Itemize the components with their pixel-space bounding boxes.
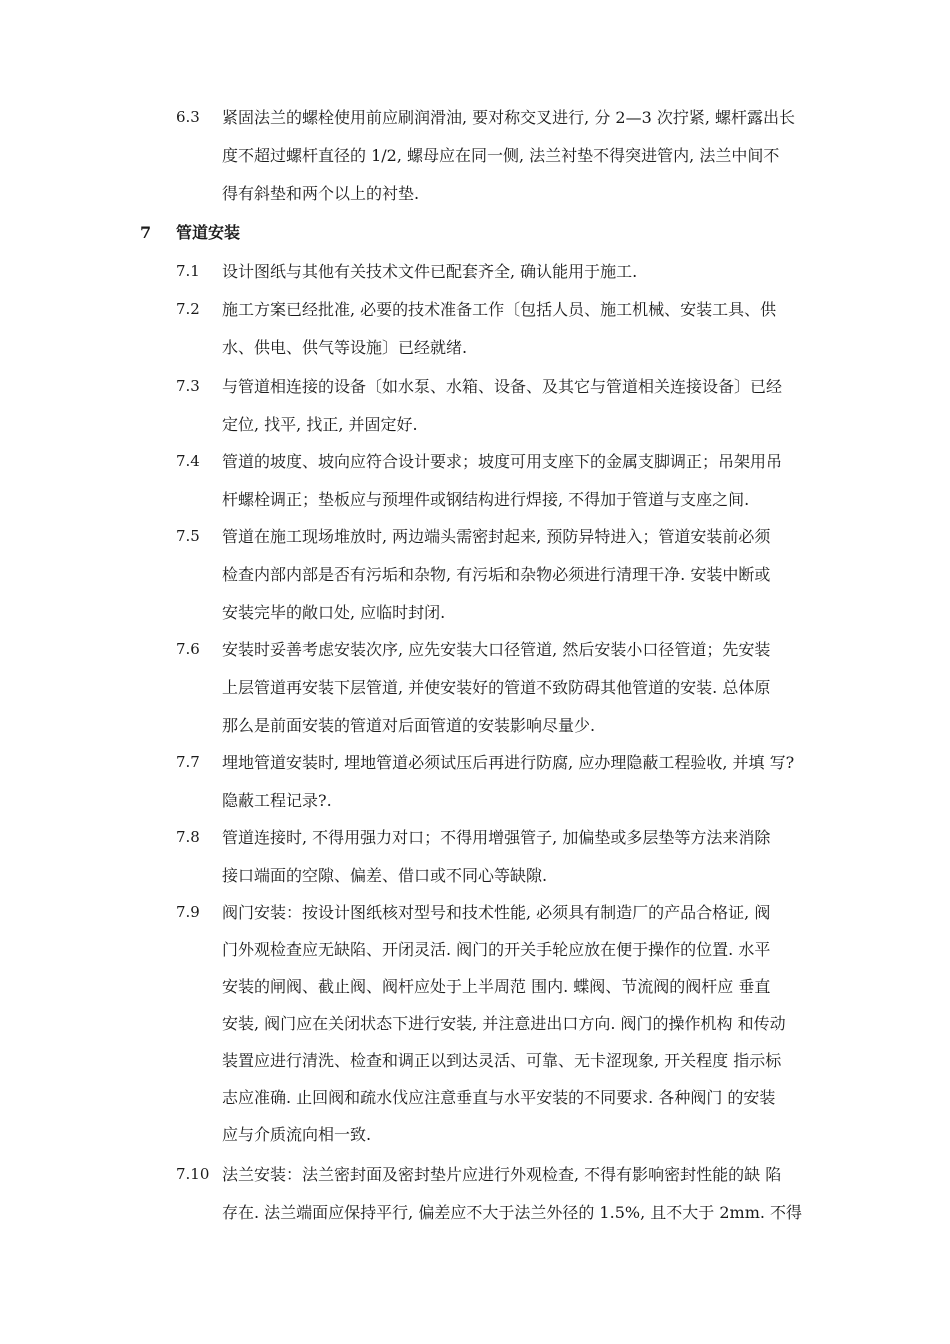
clause-text-line: 管道连接时, 不得用强力对口；不得用增强管子, 加偏垫或多层垫等方法来消除 [222,828,771,847]
clause-number: 7.5 [176,527,200,545]
clause-text-line: 紧固法兰的螺栓使用前应刷润滑油, 要对称交叉进行, 分 2—3 次拧紧, 螺杆露出长 [222,108,796,127]
clause-number: 7.4 [176,452,200,470]
clause-text-line: 管道的坡度、坡向应符合设计要求；坡度可用支座下的金属支脚调正；吊架用吊 [222,452,783,471]
clause-number: 7.10 [176,1165,210,1183]
clause-number: 7.6 [176,640,200,658]
clause-text-line: 与管道相连接的设备〔如水泵、水箱、设备、及其它与管道相关连接设备〕已经 [222,377,783,396]
clause-number: 7.3 [176,377,200,395]
clause-text-line: 志应准确. 止回阀和疏水伐应注意垂直与水平安装的不同要求. 各种阀门 的安装 [222,1088,776,1107]
clause-text-line: 安装, 阀门应在关闭状态下进行安装, 并注意进出口方向. 阀门的操作机构 和传动 [222,1014,786,1033]
clause-text-line: 装置应进行清洗、检查和调正以到达灵活、可靠、无卡涩现象, 开关程度 指示标 [222,1051,782,1070]
section-title: 管道安装 [176,223,241,242]
clause-text-line: 水、供电、供气等设施〕已经就绪. [222,338,468,357]
clause-text-line: 度不超过螺杆直径的 1/2, 螺母应在同一侧, 法兰衬垫不得突进管内, 法兰中间不 [222,146,780,165]
clause-number: 7.9 [176,903,200,921]
clause-text-line: 定位, 找平, 找正, 并固定好. [222,415,418,434]
section-number: 7 [140,223,152,242]
clause-number: 7.2 [176,300,200,318]
clause-text-line: 检查内部内部是否有污垢和杂物, 有污垢和杂物必须进行清理干净. 安装中断或 [222,565,771,584]
clause-text-line: 存在. 法兰端面应保持平行, 偏差应不大于法兰外径的 1.5%, 且不大于 2mm. 不得 [222,1203,803,1222]
clause-text-line: 埋地管道安装时, 埋地管道必须试压后再进行防腐, 应办理隐蔽工程验收, 并填 写? [222,753,795,772]
clause-text-line: 得有斜垫和两个以上的衬垫. [222,184,420,203]
clause-text-line: 安装完毕的敞口处, 应临时封闭. [222,603,446,622]
clause-text-line: 门外观检查应无缺陷、开闭灵活. 阀门的开关手轮应放在便于操作的位置. 水平 [222,940,771,959]
clause-text-line: 设计图纸与其他有关技术文件已配套齐全, 确认能用于施工. [222,262,638,281]
clause-text-line: 隐蔽工程记录?. [222,791,332,810]
clause-text-line: 安装的闸阀、截止阀、阀杆应处于上半周范 围内. 蝶阀、节流阀的阀杆应 垂直 [222,977,771,996]
clause-text-line: 接口端面的空隙、偏差、借口或不同心等缺隙. [222,866,548,885]
clause-text-line: 安装时妥善考虑安装次序, 应先安装大口径管道, 然后安装小口径管道；先安装 [222,640,771,659]
clause-text-line: 应与介质流向相一致. [222,1125,372,1144]
clause-text-line: 法兰安装：法兰密封面及密封垫片应进行外观检查, 不得有影响密封性能的缺 陷 [222,1165,782,1184]
clause-number: 7.1 [176,262,200,280]
clause-text-line: 那么是前面安装的管道对后面管道的安装影响尽量少. [222,716,596,735]
clause-text-line: 阀门安装：按设计图纸核对型号和技术性能, 必须具有制造厂的产品合格证, 阀 [222,903,771,922]
clause-text-line: 杆螺栓调正；垫板应与预埋件或钢结构进行焊接, 不得加于管道与支座之间. [222,490,750,509]
clause-text-line: 上层管道再安装下层管道, 并使安装好的管道不致防碍其他管道的安装. 总体原 [222,678,771,697]
clause-text-line: 管道在施工现场堆放时, 两边端头需密封起来, 预防异特进入；管道安装前必须 [222,527,771,546]
clause-number: 7.7 [176,753,200,771]
clause-number: 7.8 [176,828,200,846]
clause-text-line: 施工方案已经批准, 必要的技术准备工作〔包括人员、施工机械、安装工具、供 [222,300,777,319]
clause-number: 6.3 [176,108,200,126]
